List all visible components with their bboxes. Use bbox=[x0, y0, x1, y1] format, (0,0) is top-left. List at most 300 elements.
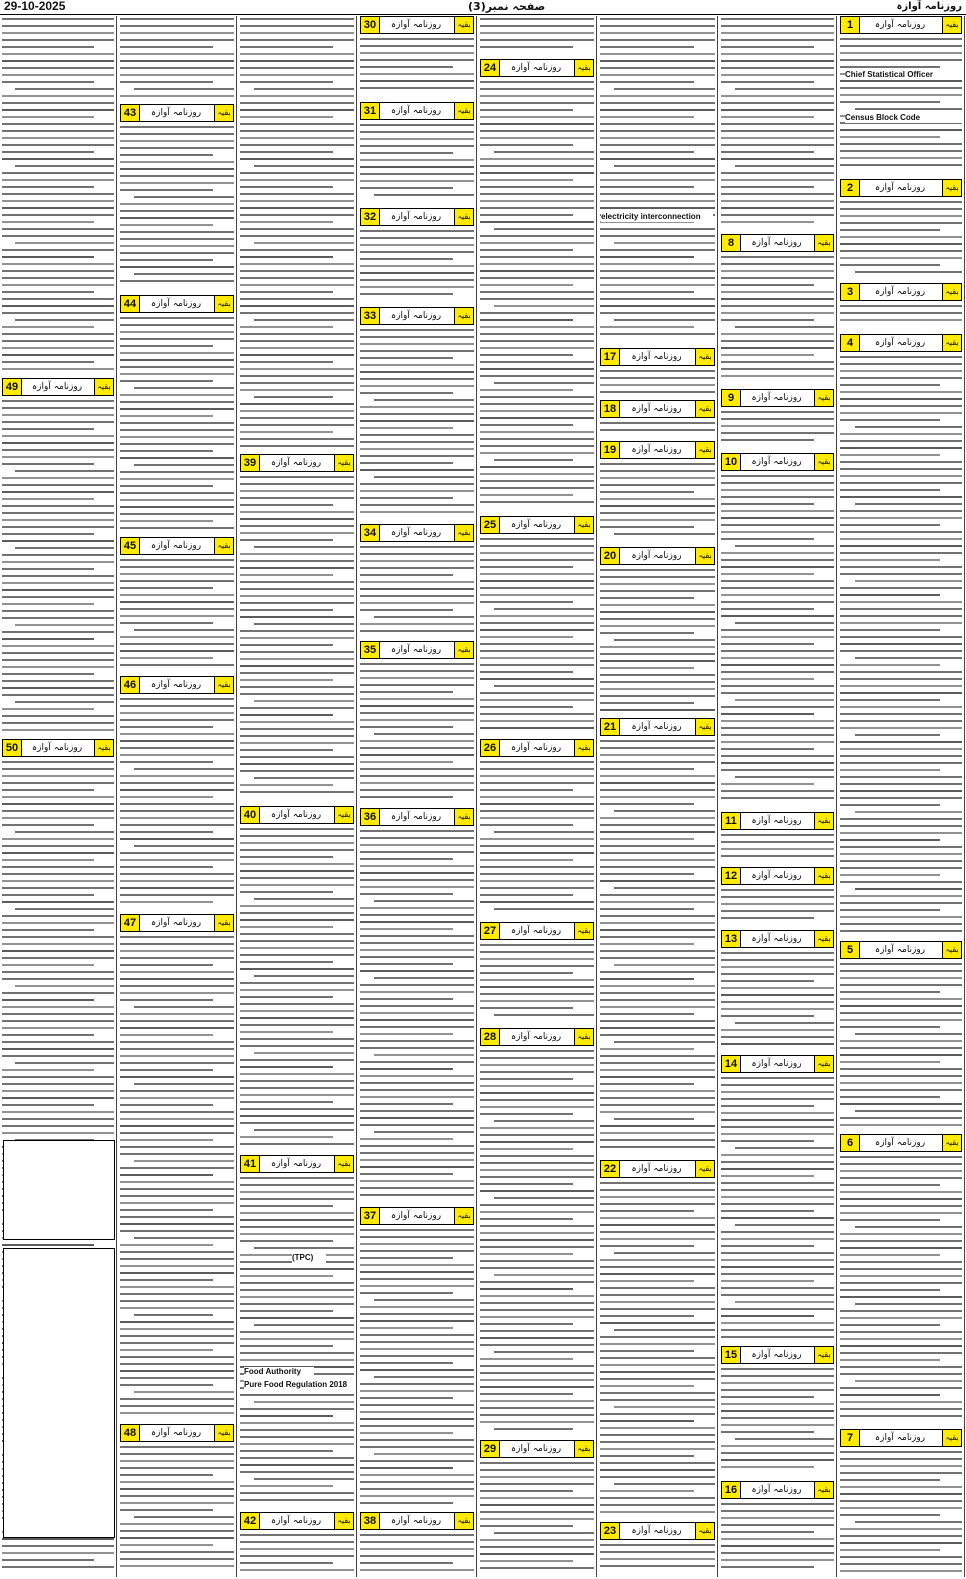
text-line bbox=[840, 678, 962, 680]
text-line bbox=[600, 1273, 715, 1275]
text-line bbox=[360, 59, 474, 61]
text-line bbox=[240, 284, 354, 286]
text-line bbox=[2, 603, 94, 605]
text-line bbox=[480, 852, 594, 854]
text-line bbox=[360, 258, 453, 260]
text-line bbox=[2, 1027, 114, 1029]
text-line bbox=[240, 123, 354, 125]
text-line bbox=[480, 643, 594, 645]
text-line bbox=[600, 526, 694, 528]
text-line bbox=[600, 1469, 715, 1471]
text-line bbox=[600, 1371, 715, 1373]
text-line bbox=[120, 650, 234, 652]
text-line bbox=[600, 1551, 715, 1553]
text-line bbox=[120, 1034, 213, 1036]
text-line bbox=[614, 1252, 715, 1254]
text-line bbox=[480, 158, 594, 160]
text-line bbox=[2, 589, 114, 591]
text-line bbox=[840, 839, 940, 841]
text-line bbox=[721, 587, 834, 589]
text-line bbox=[600, 1392, 715, 1394]
text-line bbox=[2, 109, 114, 111]
text-line bbox=[240, 1296, 354, 1298]
text-line bbox=[840, 1040, 962, 1042]
text-line bbox=[360, 1555, 474, 1557]
text-line bbox=[840, 1394, 940, 1396]
text-line bbox=[600, 1497, 715, 1499]
text-line bbox=[2, 1552, 114, 1554]
text-line bbox=[721, 1168, 834, 1170]
text-line bbox=[360, 1474, 474, 1476]
text-line bbox=[360, 1460, 474, 1462]
text-line bbox=[721, 1503, 834, 1505]
text-line bbox=[480, 263, 594, 265]
text-line bbox=[480, 580, 594, 582]
text-line bbox=[480, 1232, 594, 1234]
text-line bbox=[254, 165, 354, 167]
text-line bbox=[855, 1380, 962, 1382]
text-line bbox=[360, 490, 474, 492]
text-line bbox=[600, 32, 715, 34]
text-line bbox=[735, 776, 834, 778]
text-line bbox=[480, 824, 573, 826]
text-line bbox=[600, 377, 715, 379]
text-line bbox=[480, 944, 594, 946]
text-line bbox=[721, 411, 834, 413]
text-line bbox=[360, 1569, 474, 1571]
section-number: 47 bbox=[121, 915, 140, 931]
text-line bbox=[374, 900, 474, 902]
section-number: 20 bbox=[601, 548, 620, 564]
continuation-tag: بقیہ bbox=[814, 1482, 833, 1498]
continuation-tag: بقیہ bbox=[574, 60, 593, 76]
text-line bbox=[600, 284, 715, 286]
text-line bbox=[360, 782, 474, 784]
text-line bbox=[360, 830, 474, 832]
text-line bbox=[2, 575, 114, 577]
text-line bbox=[480, 18, 594, 20]
text-line bbox=[120, 733, 234, 735]
text-line bbox=[600, 370, 715, 372]
text-line bbox=[240, 856, 333, 858]
text-line bbox=[840, 136, 940, 138]
text-line bbox=[120, 880, 234, 882]
text-line bbox=[600, 754, 715, 756]
text-line bbox=[480, 845, 594, 847]
text-line bbox=[360, 963, 453, 965]
text-line bbox=[120, 492, 234, 494]
text-line bbox=[360, 1285, 474, 1287]
text-line bbox=[721, 375, 834, 377]
section-heading-28 bbox=[480, 1028, 594, 1046]
text-line bbox=[134, 387, 234, 389]
text-line bbox=[600, 1434, 715, 1436]
text-line bbox=[360, 1320, 474, 1322]
text-line bbox=[840, 1198, 962, 1200]
text-line bbox=[360, 1562, 453, 1564]
text-line bbox=[600, 498, 715, 500]
text-line bbox=[120, 796, 213, 798]
text-line bbox=[480, 552, 594, 554]
text-line bbox=[360, 350, 474, 352]
text-line bbox=[840, 384, 940, 386]
text-line bbox=[240, 1073, 354, 1075]
text-line bbox=[600, 298, 715, 300]
section-number: 46 bbox=[121, 677, 140, 693]
text-line bbox=[2, 1041, 114, 1043]
section-title: روزنامہ آوازہ bbox=[510, 520, 562, 530]
text-line bbox=[360, 45, 474, 47]
text-line bbox=[600, 761, 715, 763]
text-line bbox=[840, 552, 962, 554]
text-line bbox=[721, 67, 834, 69]
section-number: 3 bbox=[841, 284, 860, 300]
section-title: روزنامہ آوازہ bbox=[390, 311, 442, 321]
continuation-tag: بقیہ bbox=[454, 103, 473, 119]
text-line bbox=[240, 693, 354, 695]
text-line bbox=[600, 782, 715, 784]
text-line bbox=[120, 761, 213, 763]
text-line bbox=[721, 608, 814, 610]
continuation-tag: بقیہ bbox=[454, 308, 473, 324]
text-line bbox=[721, 834, 834, 836]
text-line bbox=[494, 1197, 594, 1199]
section-number: 26 bbox=[481, 740, 500, 756]
text-line bbox=[600, 667, 694, 669]
text-line bbox=[600, 845, 715, 847]
page-number: صفحہ نمبر(3) bbox=[468, 0, 546, 13]
text-line bbox=[480, 545, 594, 547]
text-line bbox=[240, 1541, 354, 1543]
text-line bbox=[480, 1358, 573, 1360]
text-line bbox=[240, 863, 354, 865]
section-title: روزنامہ آوازہ bbox=[270, 1159, 322, 1169]
text-line bbox=[600, 1104, 715, 1106]
text-line bbox=[120, 887, 234, 889]
continuation-tag: بقیہ bbox=[454, 17, 473, 33]
text-line bbox=[360, 1138, 453, 1140]
text-line bbox=[2, 67, 114, 69]
text-line bbox=[840, 902, 962, 904]
text-line bbox=[480, 466, 594, 468]
text-line bbox=[480, 664, 594, 666]
text-line bbox=[840, 129, 962, 131]
text-line bbox=[120, 852, 234, 854]
text-line bbox=[240, 912, 354, 914]
text-line bbox=[360, 921, 474, 923]
text-line bbox=[120, 719, 234, 721]
text-line bbox=[360, 1432, 453, 1434]
text-line bbox=[360, 935, 474, 937]
article-text bbox=[840, 305, 962, 326]
text-line bbox=[120, 1048, 234, 1050]
text-line bbox=[120, 266, 234, 268]
english-snippet: (TPC) bbox=[292, 1253, 326, 1263]
text-line bbox=[240, 1184, 354, 1186]
text-line bbox=[840, 433, 962, 435]
text-line bbox=[721, 1015, 814, 1017]
text-line bbox=[360, 1495, 474, 1497]
text-line bbox=[480, 193, 594, 195]
text-line bbox=[494, 151, 594, 153]
text-line bbox=[480, 713, 594, 715]
english-snippet: Food Authority bbox=[244, 1367, 314, 1377]
text-line bbox=[120, 317, 234, 319]
text-line bbox=[120, 1446, 234, 1448]
text-line bbox=[120, 520, 213, 522]
text-line bbox=[240, 1108, 354, 1110]
text-line bbox=[600, 1448, 715, 1450]
text-line bbox=[600, 1231, 715, 1233]
text-line bbox=[254, 623, 354, 625]
text-line bbox=[840, 1458, 962, 1460]
text-line bbox=[480, 901, 594, 903]
text-line bbox=[120, 587, 213, 589]
continuation-tag: بقیہ bbox=[942, 284, 961, 300]
text-line bbox=[840, 608, 962, 610]
text-line bbox=[480, 326, 594, 328]
text-line bbox=[120, 252, 234, 254]
text-line bbox=[2, 18, 114, 20]
notice-box bbox=[3, 1248, 115, 1538]
text-line bbox=[120, 147, 234, 149]
text-line bbox=[480, 678, 594, 680]
text-line bbox=[600, 477, 715, 479]
section-heading-14 bbox=[721, 1055, 834, 1073]
continuation-tag: بقیہ bbox=[94, 379, 113, 395]
text-line bbox=[840, 991, 940, 993]
section-title: روزنامہ آوازہ bbox=[874, 20, 926, 30]
text-line bbox=[15, 624, 114, 626]
text-line bbox=[360, 159, 474, 161]
text-line bbox=[374, 1131, 474, 1133]
text-line bbox=[840, 45, 962, 47]
text-line bbox=[840, 1096, 940, 1098]
text-line bbox=[360, 970, 474, 972]
text-line bbox=[240, 982, 354, 984]
text-line bbox=[360, 1236, 474, 1238]
text-line bbox=[840, 699, 940, 701]
text-line bbox=[600, 1287, 715, 1289]
text-line bbox=[120, 1195, 234, 1197]
text-line bbox=[2, 859, 94, 861]
text-line bbox=[721, 1466, 814, 1468]
text-line bbox=[480, 1134, 594, 1136]
text-line bbox=[360, 1159, 474, 1161]
text-line bbox=[2, 428, 94, 430]
text-line bbox=[600, 597, 694, 599]
text-line bbox=[120, 782, 234, 784]
text-line bbox=[721, 172, 834, 174]
text-line bbox=[240, 368, 354, 370]
text-line bbox=[840, 1345, 962, 1347]
section-heading-46 bbox=[120, 676, 234, 694]
text-line bbox=[721, 855, 834, 857]
text-line bbox=[480, 1155, 594, 1157]
text-line bbox=[721, 1431, 814, 1433]
text-line bbox=[120, 1188, 234, 1190]
text-line bbox=[2, 200, 114, 202]
text-line bbox=[480, 32, 594, 34]
text-line bbox=[721, 1252, 834, 1254]
text-line bbox=[240, 1464, 354, 1466]
text-line bbox=[360, 1166, 474, 1168]
text-line bbox=[120, 873, 234, 875]
text-line bbox=[480, 1365, 594, 1367]
continuation-tag: بقیہ bbox=[942, 1135, 961, 1151]
section-title: روزنامہ آوازہ bbox=[390, 812, 442, 822]
text-line bbox=[480, 116, 594, 118]
section-title: روزنامہ آوازہ bbox=[150, 108, 202, 118]
text-line bbox=[840, 1219, 940, 1221]
continuation-tag: بقیہ bbox=[214, 915, 233, 931]
text-line bbox=[360, 1306, 474, 1308]
text-line bbox=[2, 964, 94, 966]
article-text bbox=[120, 317, 234, 534]
text-line bbox=[600, 915, 715, 917]
text-line bbox=[600, 1357, 715, 1359]
text-line bbox=[2, 456, 114, 458]
text-line bbox=[721, 734, 834, 736]
text-line bbox=[2, 1104, 94, 1106]
text-line bbox=[840, 1012, 962, 1014]
text-line bbox=[2, 631, 114, 633]
text-line bbox=[840, 629, 940, 631]
text-line bbox=[480, 1253, 573, 1255]
section-title: روزنامہ آوازہ bbox=[751, 934, 802, 944]
text-line bbox=[480, 720, 594, 722]
text-line bbox=[240, 1038, 354, 1040]
text-line bbox=[480, 445, 594, 447]
text-line bbox=[120, 352, 234, 354]
text-line bbox=[721, 1368, 834, 1370]
text-line bbox=[840, 1310, 962, 1312]
text-line bbox=[840, 1415, 962, 1417]
text-line bbox=[120, 1041, 234, 1043]
text-line bbox=[480, 1407, 594, 1409]
text-line bbox=[721, 643, 814, 645]
continuation-tag: بقیہ bbox=[214, 677, 233, 693]
text-line bbox=[480, 859, 573, 861]
text-line bbox=[2, 340, 114, 342]
text-line bbox=[2, 838, 114, 840]
text-line bbox=[721, 573, 814, 575]
text-line bbox=[840, 1465, 962, 1467]
section-number: 30 bbox=[361, 17, 380, 33]
text-line bbox=[240, 504, 333, 506]
text-line bbox=[600, 1048, 694, 1050]
text-line bbox=[120, 566, 234, 568]
section-number: 12 bbox=[722, 868, 741, 884]
continuation-tag: بقیہ bbox=[574, 1029, 593, 1045]
text-line bbox=[855, 1521, 962, 1523]
text-line bbox=[360, 1404, 474, 1406]
text-line bbox=[2, 873, 114, 875]
text-line bbox=[2, 789, 94, 791]
text-line bbox=[600, 326, 694, 328]
text-line bbox=[721, 123, 834, 125]
section-heading-6 bbox=[840, 1134, 962, 1152]
text-line bbox=[2, 652, 114, 654]
text-line bbox=[600, 569, 715, 571]
text-line bbox=[240, 1569, 354, 1571]
text-line bbox=[360, 1411, 474, 1413]
text-line bbox=[840, 1324, 940, 1326]
section-title: روزنامہ آوازہ bbox=[874, 183, 926, 193]
text-line bbox=[120, 831, 213, 833]
text-line bbox=[480, 636, 573, 638]
text-line bbox=[240, 1066, 333, 1068]
text-line bbox=[614, 165, 715, 167]
text-line bbox=[240, 193, 354, 195]
text-line bbox=[120, 992, 234, 994]
text-line bbox=[614, 319, 715, 321]
text-line bbox=[840, 1542, 962, 1544]
text-line bbox=[360, 244, 474, 246]
continuation-tag: بقیہ bbox=[454, 809, 473, 825]
text-line bbox=[840, 222, 962, 224]
text-line bbox=[360, 237, 474, 239]
text-line bbox=[600, 1558, 715, 1560]
text-line bbox=[600, 1322, 715, 1324]
section-title: روزنامہ آوازہ bbox=[150, 680, 202, 690]
text-line bbox=[2, 1006, 114, 1008]
text-line bbox=[480, 768, 594, 770]
text-line bbox=[2, 561, 114, 563]
text-line bbox=[2, 435, 114, 437]
text-line bbox=[480, 221, 594, 223]
text-line bbox=[721, 1266, 834, 1268]
text-line bbox=[600, 130, 715, 132]
text-line bbox=[600, 618, 715, 620]
text-line bbox=[360, 1012, 474, 1014]
text-line bbox=[240, 1457, 354, 1459]
text-line bbox=[721, 32, 834, 34]
text-line bbox=[840, 1247, 962, 1249]
text-line bbox=[360, 865, 474, 867]
text-line bbox=[120, 154, 213, 156]
section-number: 1 bbox=[841, 17, 860, 33]
text-line bbox=[120, 1055, 234, 1057]
text-line bbox=[120, 506, 234, 508]
section-heading-21 bbox=[600, 718, 715, 736]
text-line bbox=[240, 905, 354, 907]
text-line bbox=[840, 895, 962, 897]
text-line bbox=[120, 1537, 234, 1539]
section-title: روزنامہ آوازہ bbox=[631, 551, 682, 561]
text-line bbox=[2, 477, 114, 479]
text-line bbox=[120, 345, 213, 347]
text-line bbox=[840, 1163, 962, 1165]
section-heading-45 bbox=[120, 537, 234, 555]
text-line bbox=[240, 221, 333, 223]
text-line bbox=[360, 52, 474, 54]
section-number: 36 bbox=[361, 809, 380, 825]
text-line bbox=[2, 992, 114, 994]
text-line bbox=[480, 130, 594, 132]
text-line bbox=[840, 776, 962, 778]
text-line bbox=[240, 74, 354, 76]
text-line bbox=[840, 1373, 962, 1375]
text-line bbox=[15, 547, 114, 549]
section-title: روزنامہ آوازہ bbox=[390, 1516, 442, 1526]
text-line bbox=[2, 442, 114, 444]
text-line bbox=[240, 525, 354, 527]
text-line bbox=[721, 671, 834, 673]
text-line bbox=[840, 1317, 962, 1319]
section-title: روزنامہ آوازہ bbox=[751, 1059, 802, 1069]
text-line bbox=[480, 1469, 594, 1471]
